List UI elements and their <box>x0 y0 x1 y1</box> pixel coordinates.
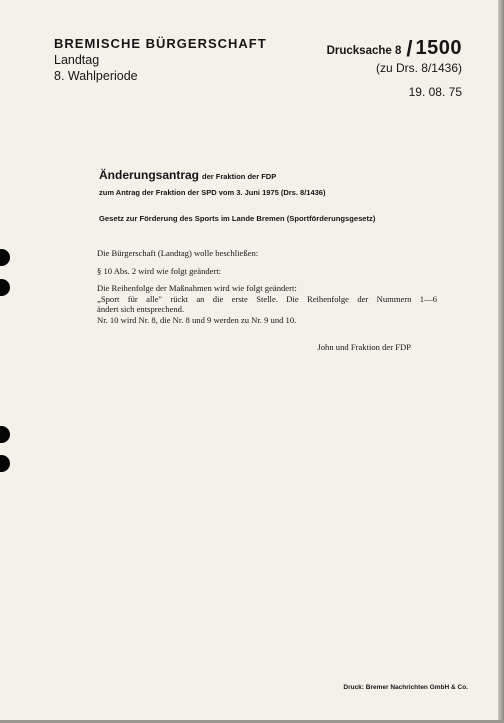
organization-name: BREMISCHE BÜRGERSCHAFT <box>54 36 267 51</box>
resolution-intro: Die Bürgerschaft (Landtag) wolle beschließen: <box>97 248 259 258</box>
document-date: 19. 08. 75 <box>408 85 462 99</box>
reference-document: (zu Drs. 8/1436) <box>375 61 462 75</box>
punch-hole <box>0 455 10 472</box>
amendment-detail-line: Die Reihenfolge der Maßnahmen wird wie folgt geändert: <box>97 283 297 293</box>
punch-hole <box>0 426 10 443</box>
drucksache-label: Drucksache 8 <box>326 45 402 57</box>
amendment-paragraph: § 10 Abs. 2 wird wie folgt geändert: <box>97 265 222 276</box>
document-reference-block <box>327 34 462 101</box>
motion-body <box>97 248 437 325</box>
slash-separator: / <box>406 36 413 61</box>
punch-hole <box>0 249 10 266</box>
letterhead <box>54 36 267 84</box>
chamber-name: Landtag <box>54 53 100 67</box>
amendment-detail-line: Nr. 10 wird Nr. 8, die Nr. 8 und 9 werden zu Nr. 9 und 10. <box>97 314 297 325</box>
motion-title: Änderungsantrag <box>99 168 200 182</box>
signature: John und Fraktion der FDP <box>317 342 411 352</box>
drucksache-number: 1500 <box>415 37 462 59</box>
motion-subtitle: zum Antrag der Fraktion der SPD vom 3. Juni 1975 (Drs. 8/1436) <box>99 188 326 197</box>
motion-heading <box>99 166 325 197</box>
printer-imprint: Druck: Bremer Nachrichten GmbH & Co. <box>343 684 468 691</box>
amendment-detail-line: ändert sich entsprechend. <box>97 304 185 314</box>
punch-hole <box>0 279 10 296</box>
amendment-detail-line: „Sport für alle" rückt an die erste Stelle. Die Reihenfolge der Nummern 1—6 <box>97 293 437 304</box>
legislative-period: 8. Wahlperiode <box>54 69 138 83</box>
motion-title-suffix: der Fraktion der FDP <box>202 172 277 181</box>
page-edge-shadow <box>498 0 504 723</box>
law-title: Gesetz zur Förderung des Sports im Lande Bremen (Sportförderungsgesetz) <box>99 214 376 223</box>
drucksache-line <box>327 34 462 60</box>
